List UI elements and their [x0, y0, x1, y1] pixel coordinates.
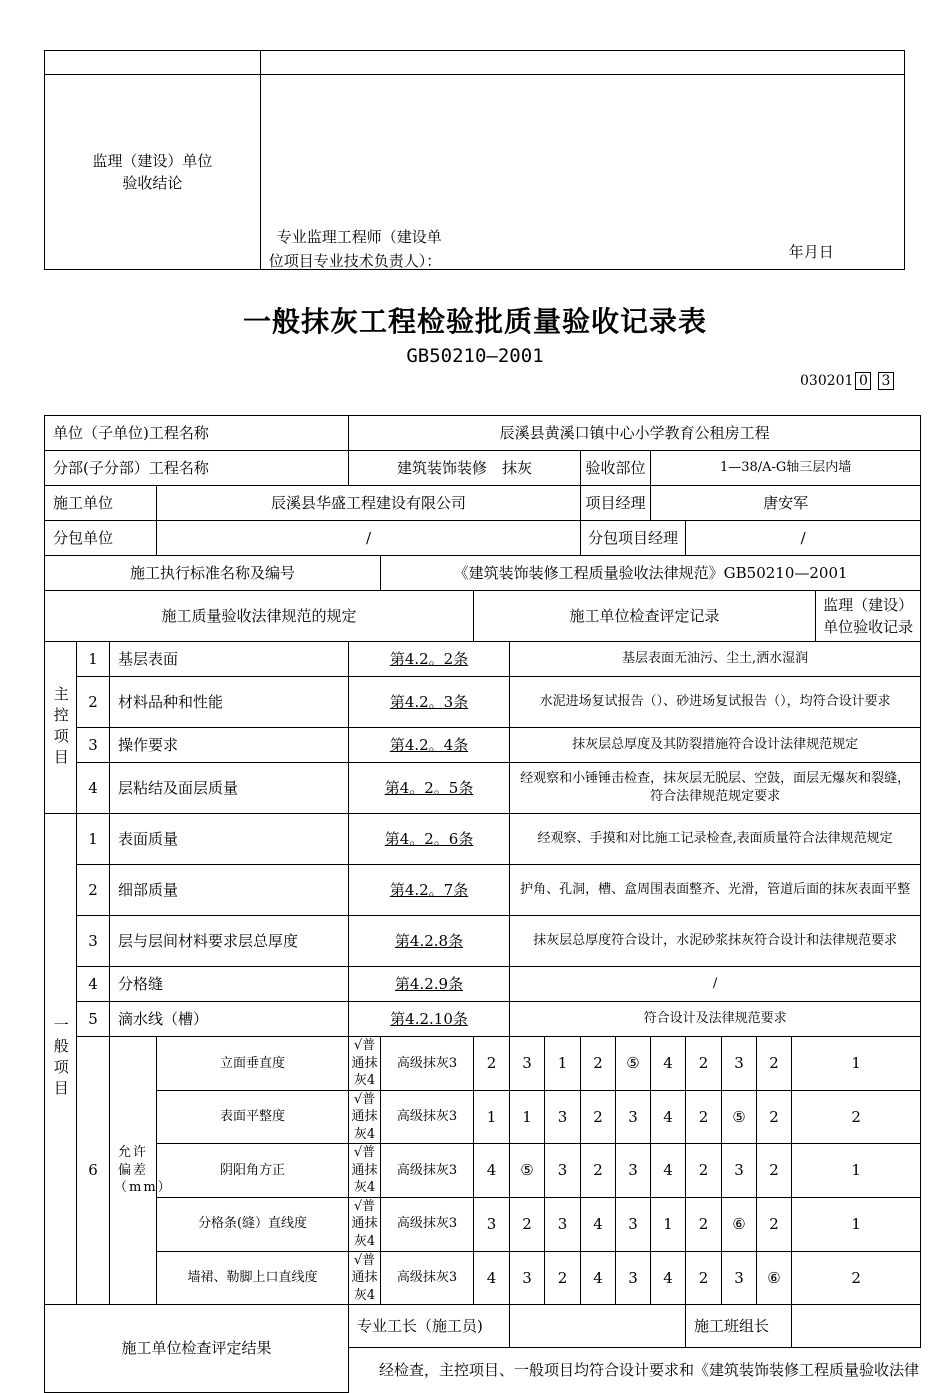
- builder-value: 辰溪县华盛工程建设有限公司: [157, 486, 581, 521]
- subcontract-value: /: [157, 521, 581, 556]
- conclusion-label: [45, 75, 261, 270]
- measure-value: 4: [651, 1090, 686, 1144]
- item-no: 3: [77, 916, 110, 967]
- deviation-normal: √普通抹灰4: [349, 1197, 381, 1251]
- measure-value: 3: [616, 1090, 651, 1144]
- deviation-name: 墙裙、勒脚上口直线度: [157, 1251, 349, 1305]
- project-name-value: 辰溪县黄溪口镇中心小学教育公租房工程: [349, 416, 921, 451]
- measure-value: ⑥: [757, 1251, 792, 1305]
- measure-value: ⑤: [616, 1037, 651, 1091]
- standard-number: GB50210—2001: [406, 345, 544, 367]
- item-no: 4: [77, 763, 110, 814]
- measure-value: 2: [474, 1037, 510, 1091]
- pm-label: 项目经理: [581, 486, 651, 521]
- item-clause: 第4.2.9条: [394, 974, 464, 993]
- item-name: 材料品种和性能: [110, 677, 349, 728]
- measure-value: 2: [686, 1037, 722, 1091]
- measure-value: 2: [686, 1144, 722, 1198]
- item-no: 2: [77, 865, 110, 916]
- item-clause: 第4.2.10条: [390, 1009, 468, 1028]
- measure-value: 4: [474, 1251, 510, 1305]
- subcontract-label: 分包单位: [45, 521, 157, 556]
- measure-value: 2: [545, 1251, 581, 1305]
- measure-value: 4: [581, 1197, 616, 1251]
- builder-label: 施工单位: [45, 486, 157, 521]
- form-code: [800, 372, 894, 390]
- measure-value: 4: [651, 1144, 686, 1198]
- measure-value: 2: [792, 1090, 921, 1144]
- measure-value: 1: [792, 1144, 921, 1198]
- foreman-value: [510, 1305, 686, 1348]
- item-record: 护角、孔洞，槽、盒周围表面整齐、光滑，管道后面的抹灰表面平整: [510, 865, 921, 916]
- measure-value: 2: [581, 1090, 616, 1144]
- measure-value: 3: [722, 1144, 757, 1198]
- project-name-label: 单位（子单位)工程名称: [45, 416, 349, 451]
- deviation-high: 高级抹灰3: [381, 1144, 474, 1198]
- measure-value: 3: [545, 1090, 581, 1144]
- measure-value: 1: [510, 1090, 545, 1144]
- result-label: 施工单位检查评定结果: [45, 1305, 349, 1393]
- deviation-normal: √普通抹灰4: [349, 1144, 381, 1198]
- deviation-normal: √普通抹灰4: [349, 1037, 381, 1091]
- page-title: 一般抹灰工程检验批质量验收记录表: [242, 305, 707, 338]
- measure-value: 1: [474, 1090, 510, 1144]
- measure-value: ⑤: [510, 1144, 545, 1198]
- measure-value: 3: [545, 1197, 581, 1251]
- measure-value: 3: [616, 1144, 651, 1198]
- conclusion-label-line1: 监理（建设）单位: [92, 151, 213, 170]
- measure-value: 4: [474, 1144, 510, 1198]
- part-value: 1—38/A-G轴三层内墙: [651, 451, 921, 486]
- measure-value: 3: [616, 1197, 651, 1251]
- sub-project-value: 建筑装饰装修 抹灰: [349, 451, 581, 486]
- item-record: /: [510, 967, 921, 1002]
- deviation-normal: √普通抹灰4: [349, 1090, 381, 1144]
- measure-value: 3: [616, 1251, 651, 1305]
- item-record: 抹灰层总厚度符合设计，水泥砂浆抹灰符合设计和法律规范要求: [510, 916, 921, 967]
- measure-value: 2: [757, 1090, 792, 1144]
- supervisor-conclusion-table: [44, 50, 905, 270]
- result-conclusion: 经检查，主控项目、一般项目均符合设计要求和《建筑装饰装修工程质量验收法律: [349, 1348, 921, 1393]
- code-prefix: 030201: [800, 373, 854, 389]
- deviation-high: 高级抹灰3: [381, 1037, 474, 1091]
- deviation-name: 阴阳角方正: [157, 1144, 349, 1198]
- conclusion-label-line2: 验收结论: [122, 174, 183, 192]
- item-record: 水泥进场复试报告（）、砂进场复试报告（），均符合设计要求: [510, 677, 921, 728]
- sub-pm-label: 分包项目经理: [581, 521, 686, 556]
- supervisor-header: [816, 591, 921, 642]
- deviation-name: 分格条(缝）直线度: [157, 1197, 349, 1251]
- item-record: 基层表面无油污、尘土,洒水湿润: [510, 642, 921, 677]
- team-leader-value: [792, 1305, 921, 1348]
- date-label: 年月日: [788, 243, 834, 261]
- item-no: 1: [77, 642, 110, 677]
- empty-cell: [260, 51, 904, 75]
- deviation-name: 表面平整度: [157, 1090, 349, 1144]
- measure-value: 2: [757, 1144, 792, 1198]
- item-name: 层粘结及面层质量: [110, 763, 349, 814]
- deviation-normal: √普通抹灰4: [349, 1251, 381, 1305]
- item-no: 3: [77, 728, 110, 763]
- engineer-label-line1: 专业监理工程师（建设单: [276, 228, 442, 246]
- measure-value: 3: [510, 1037, 545, 1091]
- supervisor-header-line1: 监理（建设）: [823, 595, 914, 614]
- measure-value: ⑤: [722, 1090, 757, 1144]
- item-no: 5: [77, 1002, 110, 1037]
- item-clause: 第4。2。5条: [384, 778, 474, 797]
- sub-pm-value: /: [686, 521, 921, 556]
- measure-value: 3: [474, 1197, 510, 1251]
- engineer-label-line2: 位项目专业技术负责人）：: [268, 252, 442, 270]
- item-no: 1: [77, 814, 110, 865]
- measure-value: 2: [757, 1197, 792, 1251]
- measure-value: 4: [581, 1251, 616, 1305]
- measure-value: 3: [510, 1251, 545, 1305]
- deviation-high: 高级抹灰3: [381, 1197, 474, 1251]
- measure-value: 1: [545, 1037, 581, 1091]
- item-name: 分格缝: [110, 967, 349, 1002]
- code-box-1: 0: [855, 372, 871, 390]
- inspection-table: [44, 415, 921, 1393]
- item-name: 基层表面: [110, 642, 349, 677]
- conclusion-area: [260, 75, 904, 270]
- item-no: 4: [77, 967, 110, 1002]
- item-record: 符合设计及法律规范要求: [510, 1002, 921, 1037]
- measure-value: 2: [686, 1197, 722, 1251]
- record-header: 施工单位检查评定记录: [474, 591, 816, 642]
- deviation-no: 6: [77, 1037, 110, 1305]
- code-box-2: 3: [878, 372, 894, 390]
- measure-value: 3: [545, 1144, 581, 1198]
- item-name: 表面质量: [110, 814, 349, 865]
- measure-value: 3: [722, 1037, 757, 1091]
- item-record: 经观察、手摸和对比施工记录检查,表面质量符合法律规范规定: [510, 814, 921, 865]
- measure-value: 2: [581, 1144, 616, 1198]
- standard-value: 《建筑装饰装修工程质量验收法律规范》GB50210—2001: [381, 556, 921, 591]
- item-clause: 第4.2。3条: [389, 692, 469, 711]
- standard-label: 施工执行标准名称及编号: [45, 556, 381, 591]
- pm-value: 唐安军: [651, 486, 921, 521]
- item-name: 层与层间材料要求层总厚度: [110, 916, 349, 967]
- measure-value: 2: [686, 1090, 722, 1144]
- measure-value: 2: [757, 1037, 792, 1091]
- team-leader-label: 施工班组长: [686, 1305, 792, 1348]
- item-clause: 第4.2。2条: [389, 649, 469, 668]
- foreman-label: 专业工长（施工员): [349, 1305, 510, 1348]
- item-name: 细部质量: [110, 865, 349, 916]
- item-clause: 第4.2。7条: [389, 880, 469, 899]
- sub-project-label: 分部(子分部）工程名称: [45, 451, 349, 486]
- item-name: 操作要求: [110, 728, 349, 763]
- measure-value: 2: [792, 1251, 921, 1305]
- measure-value: 2: [686, 1251, 722, 1305]
- main-group-label: 主控项目: [45, 642, 77, 814]
- spec-header: 施工质量验收法律规范的规定: [45, 591, 474, 642]
- item-clause: 第4.2。4条: [389, 735, 469, 754]
- item-record: 经观察和小锤锤击检查，抹灰层无脱层、空鼓，面层无爆灰和裂缝，符合法律规范规定要求: [510, 763, 921, 814]
- measure-value: 1: [792, 1197, 921, 1251]
- item-name: 滴水线（槽）: [110, 1002, 349, 1037]
- deviation-label: 允许偏差（mm）: [110, 1037, 157, 1305]
- deviation-high: 高级抹灰3: [381, 1251, 474, 1305]
- measure-value: 1: [651, 1197, 686, 1251]
- measure-value: ⑥: [722, 1197, 757, 1251]
- item-no: 2: [77, 677, 110, 728]
- general-group-label: 一般项目: [45, 814, 77, 1305]
- deviation-name: 立面垂直度: [157, 1037, 349, 1091]
- supervisor-header-line2: 单位验收记录: [823, 618, 914, 636]
- deviation-high: 高级抹灰3: [381, 1090, 474, 1144]
- measure-value: 2: [581, 1037, 616, 1091]
- item-record: 抹灰层总厚度及其防裂措施符合设计法律规范规定: [510, 728, 921, 763]
- measure-value: 2: [510, 1197, 545, 1251]
- part-label: 验收部位: [581, 451, 651, 486]
- measure-value: 3: [722, 1251, 757, 1305]
- item-clause: 第4。2。6条: [384, 829, 474, 848]
- measure-value: 4: [651, 1251, 686, 1305]
- empty-cell: [45, 51, 261, 75]
- measure-value: 1: [792, 1037, 921, 1091]
- item-clause: 第4.2.8条: [394, 931, 464, 950]
- measure-value: 4: [651, 1037, 686, 1091]
